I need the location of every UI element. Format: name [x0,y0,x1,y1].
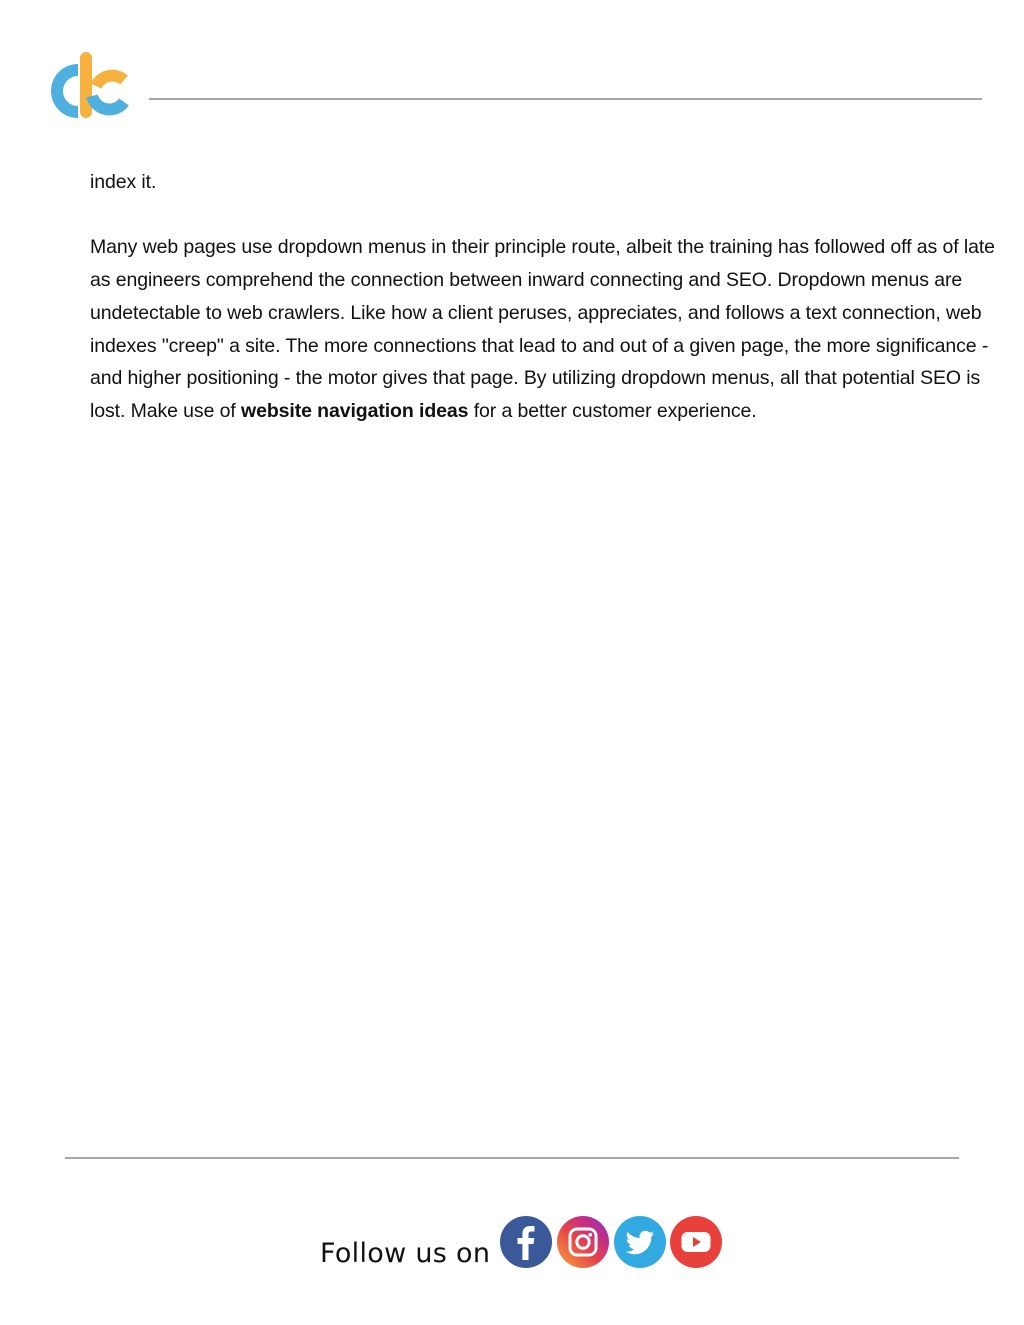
paragraph-main [90,231,1006,427]
follow-us-label: Follow us on [320,1238,491,1269]
paragraph-main-text: Many web pages use dropdown menus in their principle route, albeit the training has followed off as of late as engineers comprehend the connection between inward connecting and SEO. Dropdown menus are undetectable to web crawlers. Like how a client peruses, appreciates, and follows a text connection, web indexes "creep" a site. The more connections that lead to and out of a given page, the more significance - and higher positioning - the motor gives that page. By utilizing dropdown menus, all that potential SEO is lost. Make use of [90,236,995,422]
facebook-icon[interactable] [500,1216,552,1268]
dc-logo [38,50,130,124]
paragraph-main-end: for a better customer experience. [468,399,757,422]
footer-divider [65,1157,959,1159]
youtube-icon[interactable] [670,1216,722,1268]
twitter-icon[interactable] [614,1216,666,1268]
header-divider [149,98,982,100]
instagram-icon[interactable] [557,1216,609,1268]
paragraph-intro: index it. [90,171,157,193]
document-body [90,166,1006,428]
website-navigation-link: website navigation ideas [241,399,469,422]
